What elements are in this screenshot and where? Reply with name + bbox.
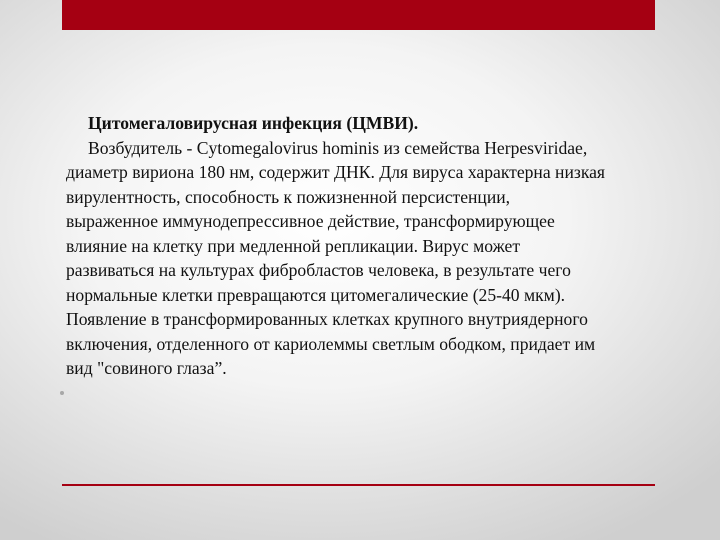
top-accent-bar <box>62 0 655 30</box>
slide-text-body <box>66 111 606 381</box>
bullet-dot <box>60 391 64 395</box>
slide-paragraph: Возбудитель - Cytomegalovirus hominis из семейства Herpesviridae, диаметр вириона 180 нм, содержит ДНК. Для вируса характерна низкая вирулентность, способность к пожизненной персистенции, выраженное иммунодепрессивное действие, трансформирующее влияние на клетку при медленной репликации. Вирус может развиваться на культурах фибробластов человека, в результате чего нормальные клетки превращаются цитомегалические (25-40 мкм). Появление в трансформированных клетках крупного внутриядерного включения, отделенного от кариолеммы светлым ободком, придает им вид "совиного глаза”. <box>66 137 606 378</box>
bottom-divider-line <box>62 484 655 486</box>
slide-heading: Цитомегаловирусная инфекция (ЦМВИ). <box>88 113 419 133</box>
